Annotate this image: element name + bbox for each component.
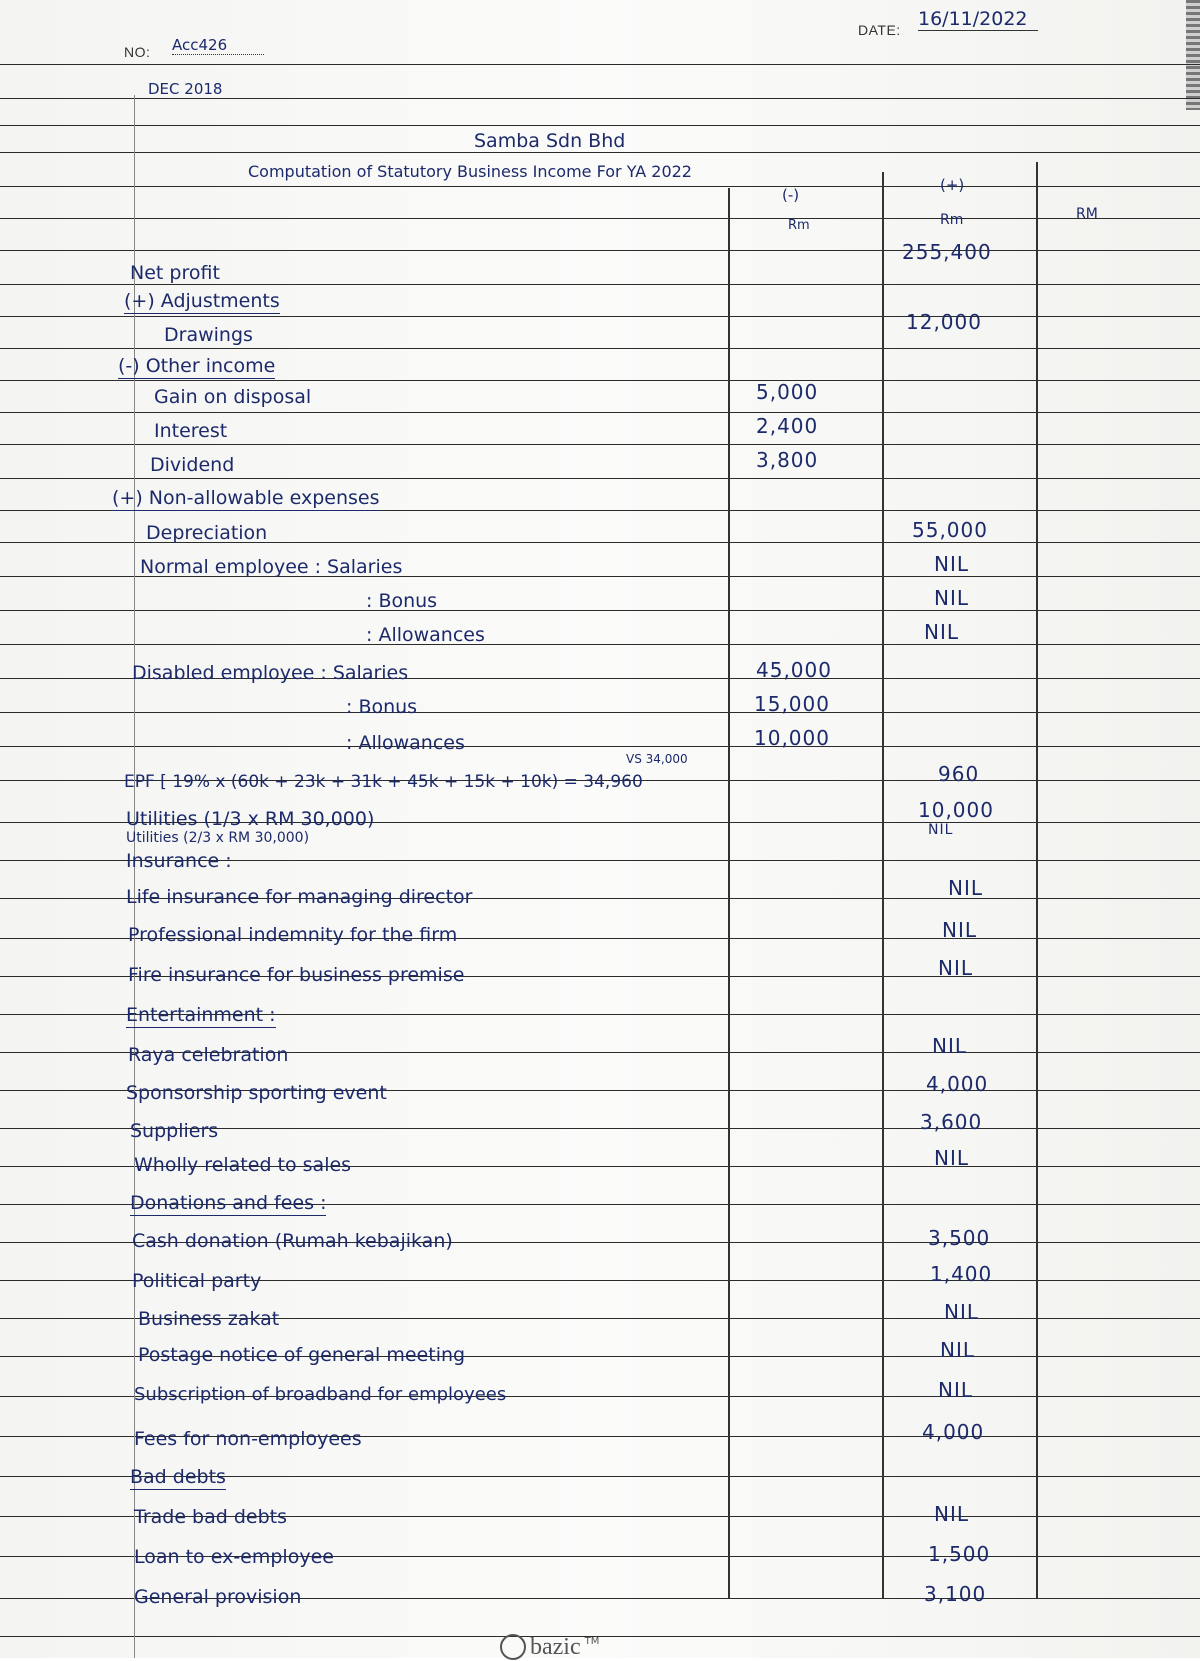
row-minus-amount: 2,400 xyxy=(756,414,819,438)
row-plus-amount: NIL xyxy=(940,1338,976,1362)
row-label: Utilities (2/3 x RM 30,000) xyxy=(126,830,310,846)
no-value: Acc426 xyxy=(172,36,264,55)
row-plus-amount: NIL xyxy=(942,918,978,942)
plus-column-unit: Rm xyxy=(940,212,964,228)
computation-subtitle: Computation of Statutory Business Income For YA 2022 xyxy=(248,162,692,181)
ruled-line xyxy=(0,316,1200,317)
row-plus-amount: 3,600 xyxy=(920,1110,983,1134)
ruled-line xyxy=(0,610,1200,611)
row-plus-amount: 12,000 xyxy=(906,310,982,334)
row-plus-amount: 4,000 xyxy=(926,1072,989,1096)
row-label: Life insurance for managing director xyxy=(126,886,473,908)
row-label: Disabled employee : Salaries xyxy=(132,662,409,684)
brand-logo xyxy=(500,1633,640,1660)
row-plus-amount: 10,000 xyxy=(918,798,994,822)
brand-trademark: TM xyxy=(584,1636,600,1647)
row-label: Donations and fees : xyxy=(130,1192,327,1214)
row-label: Net profit xyxy=(130,262,220,284)
row-minus-amount: 45,000 xyxy=(756,658,832,682)
row-plus-amount: NIL xyxy=(928,822,954,838)
row-label: Entertainment : xyxy=(126,1004,276,1026)
brand-mark-icon xyxy=(500,1634,526,1660)
row-label: : Bonus xyxy=(366,590,438,612)
minus-column-line xyxy=(728,188,730,1598)
ruled-line xyxy=(0,348,1200,349)
row-label: Cash donation (Rumah kebajikan) xyxy=(132,1230,453,1252)
row-label: Dividend xyxy=(150,454,235,476)
row-plus-amount: 3,500 xyxy=(928,1226,991,1250)
row-plus-amount: 3,100 xyxy=(924,1582,987,1606)
row-label: Normal employee : Salaries xyxy=(140,556,403,578)
row-label: (+) Adjustments xyxy=(124,290,280,312)
plus-column-sign: (+) xyxy=(940,176,965,194)
row-label: Raya celebration xyxy=(128,1044,289,1066)
brand-name: bazic xyxy=(530,1633,581,1660)
row-label: Business zakat xyxy=(138,1308,280,1330)
row-label: Insurance : xyxy=(126,850,232,872)
row-minus-amount: 15,000 xyxy=(754,692,830,716)
row-plus-amount: 55,000 xyxy=(912,518,988,542)
row-plus-amount: 960 xyxy=(938,762,980,786)
ruled-line xyxy=(0,380,1200,381)
row-label: Wholly related to sales xyxy=(134,1154,352,1176)
row-plus-amount: 1,400 xyxy=(930,1262,993,1286)
row-label: Bad debts xyxy=(130,1466,226,1488)
row-label: Depreciation xyxy=(146,522,268,544)
row-label: Suppliers xyxy=(130,1120,219,1142)
row-label: : Allowances xyxy=(346,732,465,754)
company-name: Samba Sdn Bhd xyxy=(474,130,626,152)
row-label: Drawings xyxy=(164,324,253,346)
row-plus-amount: 255,400 xyxy=(902,240,992,264)
row-label: Gain on disposal xyxy=(154,386,312,408)
ruled-line xyxy=(0,64,1200,65)
ruled-line xyxy=(0,444,1200,445)
row-label: Political party xyxy=(132,1270,262,1292)
row-minus-amount: 5,000 xyxy=(756,380,819,404)
row-label: Fees for non-employees xyxy=(134,1428,362,1450)
row-label: Professional indemnity for the firm xyxy=(128,924,458,946)
row-label: Fire insurance for business premise xyxy=(128,964,465,986)
no-label: NO: xyxy=(124,44,151,60)
row-label: EPF [ 19% x (60k + 23k + 31k + 45k + 15k + 10k) = 34,960 xyxy=(124,772,643,792)
row-label: Trade bad debts xyxy=(134,1506,288,1528)
ruled-line xyxy=(0,284,1200,285)
row-label: Sponsorship sporting event xyxy=(126,1082,387,1104)
row-label: (-) Other income xyxy=(118,355,276,377)
row-label: : Bonus xyxy=(346,696,418,718)
row-plus-amount: NIL xyxy=(948,876,984,900)
row-label: Subscription of broadband for employees xyxy=(134,1384,507,1405)
row-minus-amount: 10,000 xyxy=(754,726,830,750)
ruled-line xyxy=(0,746,1200,747)
row-label: Utilities (1/3 x RM 30,000) xyxy=(126,808,375,830)
ruled-line xyxy=(0,712,1200,713)
row-plus-amount: NIL xyxy=(934,586,970,610)
row-plus-amount: NIL xyxy=(938,1378,974,1402)
extra-column-line xyxy=(1036,162,1038,1598)
ruled-line xyxy=(0,218,1200,219)
ruled-line xyxy=(0,186,1200,187)
ruled-line xyxy=(0,250,1200,251)
row-plus-amount: NIL xyxy=(924,620,960,644)
row-label: General provision xyxy=(134,1586,302,1608)
row-label: : Allowances xyxy=(366,624,485,646)
margin-line xyxy=(134,95,135,1658)
row-plus-amount: NIL xyxy=(938,956,974,980)
row-label: Interest xyxy=(154,420,228,442)
page-edge xyxy=(1186,0,1200,110)
row-plus-amount: NIL xyxy=(934,552,970,576)
ruled-line xyxy=(0,478,1200,479)
row-plus-amount: 1,500 xyxy=(928,1542,991,1566)
row-label: (+) Non-allowable expenses xyxy=(112,487,380,509)
minus-column-unit: Rm xyxy=(788,218,810,233)
ruled-line xyxy=(0,644,1200,645)
row-label: Postage notice of general meeting xyxy=(138,1344,466,1366)
row-label: Loan to ex-employee xyxy=(134,1546,334,1568)
ruled-line xyxy=(0,152,1200,153)
ruled-line xyxy=(0,412,1200,413)
note-date: DEC 2018 xyxy=(148,80,223,98)
minus-column-sign: (-) xyxy=(782,186,800,204)
plus-column-line xyxy=(882,172,884,1598)
date-value: 16/11/2022 xyxy=(918,8,1038,31)
date-label: DATE: xyxy=(858,22,901,38)
row-plus-amount: NIL xyxy=(934,1146,970,1170)
extra-column-unit: RM xyxy=(1076,206,1098,222)
row-plus-amount: NIL xyxy=(944,1300,980,1324)
row-plus-amount: NIL xyxy=(932,1034,968,1058)
row-plus-amount: NIL xyxy=(934,1502,970,1526)
row-plus-amount: 4,000 xyxy=(922,1420,985,1444)
epf-annotation: VS 34,000 xyxy=(626,752,688,766)
row-minus-amount: 3,800 xyxy=(756,448,819,472)
ruled-line xyxy=(0,125,1200,126)
ruled-line xyxy=(0,98,1200,99)
